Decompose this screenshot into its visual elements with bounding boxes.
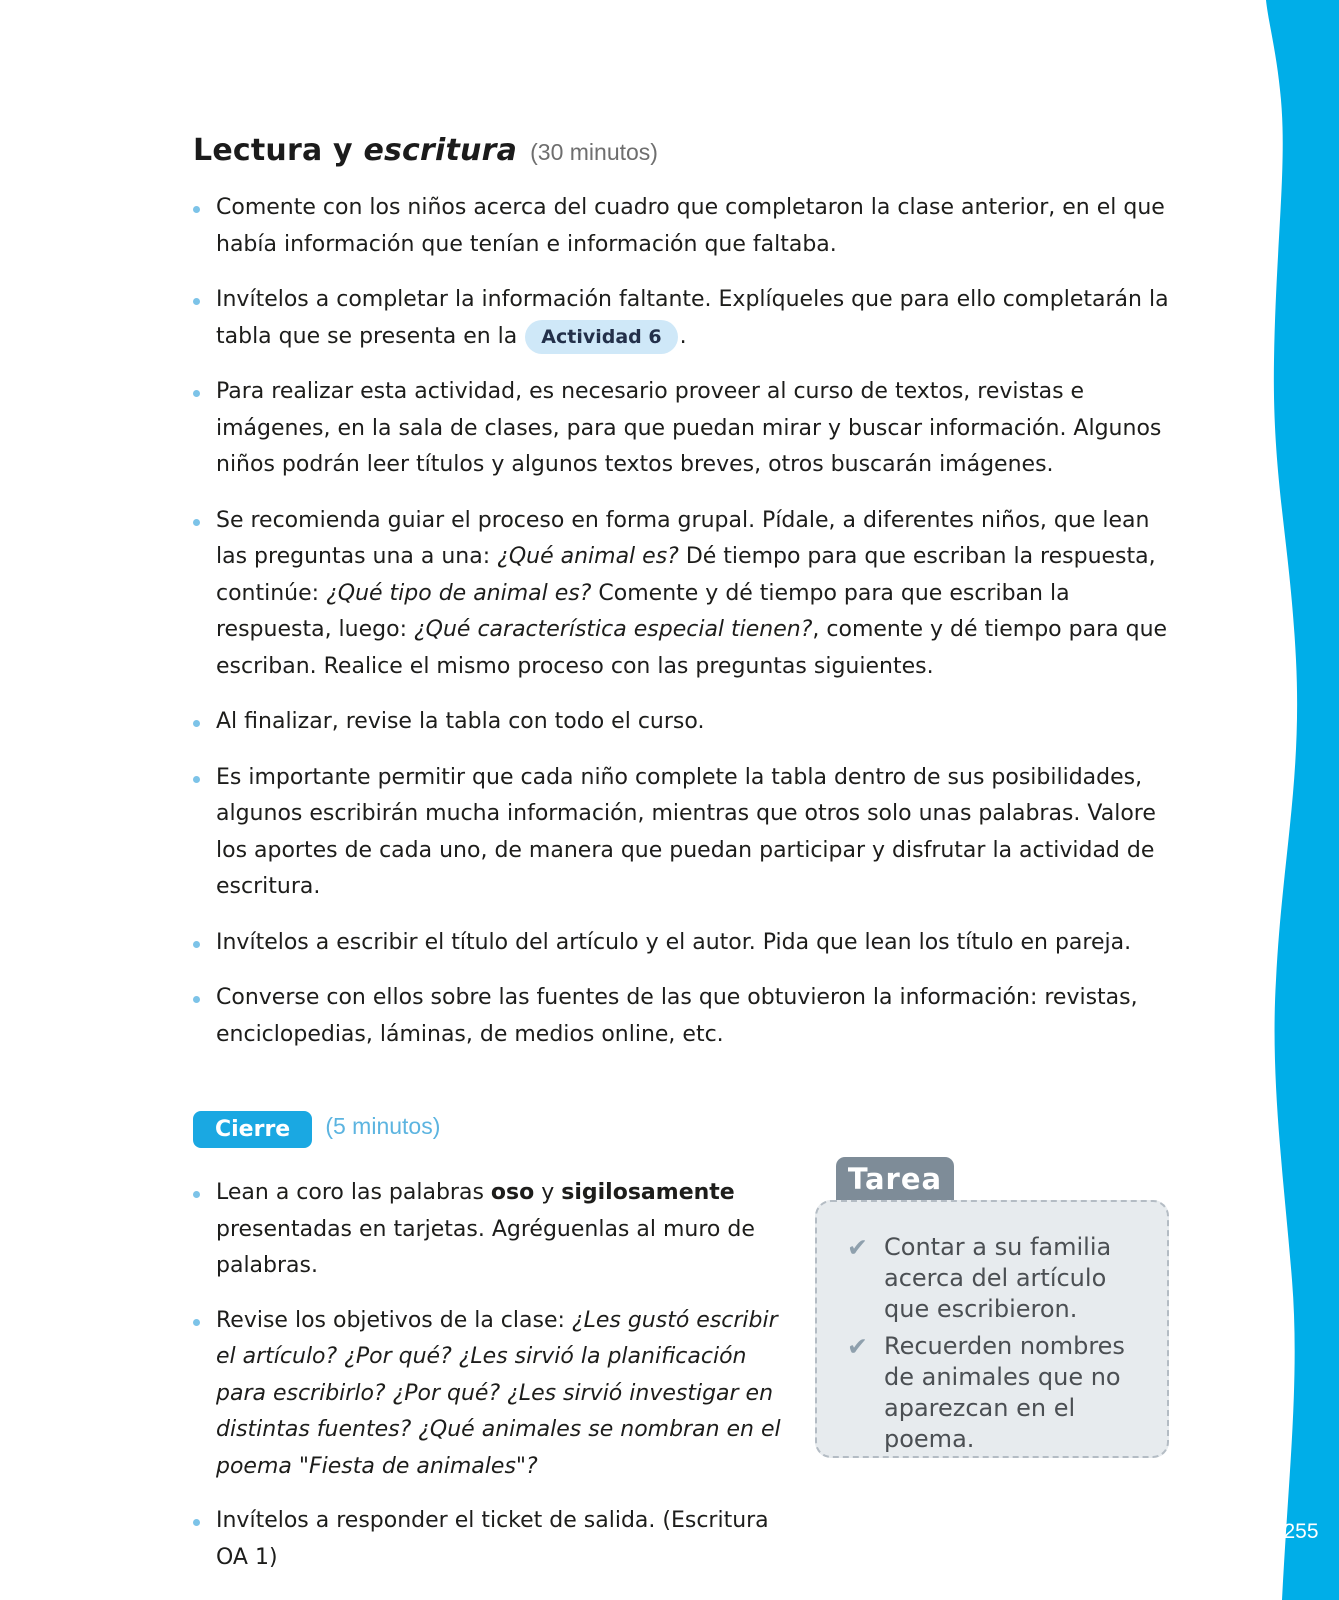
tarea-list <box>847 1232 1157 1461</box>
list-item: Invítelos a escribir el título del artículo y el autor. Pida que lean los título en pareja. <box>193 925 1173 962</box>
list-item: Para realizar esta actividad, es necesario proveer al curso de textos, revistas e imágenes, en la sala de clases, para que puedan mirar y buscar información. Algunos niños podrán leer títulos y algunos textos breves, otros buscarán imágenes. <box>193 374 1173 484</box>
bullet-dot <box>193 996 200 1003</box>
list-item: Converse con ellos sobre las fuentes de las que obtuvieron la información: revistas, enciclopedias, láminas, de medios online, etc. <box>193 980 1173 1053</box>
list-item: Comente con los niños acerca del cuadro que completaron la clase anterior, en el que había información que tenían e información que faltaba. <box>193 190 1173 263</box>
list-item: Se recomienda guiar el proceso en forma grupal. Pídale, a diferentes niños, que lean las preguntas una a una: ¿Qué animal es? Dé tiempo para que escriban la respuesta, continúe: ¿Qué tipo de animal es? Comente y dé tiempo para que escriban la respuesta, luego: ¿Qué característica especial tienen?, comente y dé tiempo para que escriban. Realice el mismo proceso con las preguntas siguientes. <box>193 503 1173 686</box>
cierre-duration: (5 minutos) <box>325 1113 441 1139</box>
bullet-dot <box>193 720 200 727</box>
bullet-dot <box>193 1319 200 1326</box>
bullet-dot <box>193 298 200 305</box>
list-item: Invítelos a completar la información faltante. Explíqueles que para ello completarán la tabla que se presenta en la Actividad 6 . <box>193 282 1173 355</box>
list-item: Es importante permitir que cada niño complete la tabla dentro de sus posibilidades, algunos escribirán mucha información, mientras que otros solo unas palabras. Valore los aportes de cada uno, de manera que puedan participar y disfrutar la actividad de escritura. <box>193 760 1173 906</box>
bullet-dot <box>193 776 200 783</box>
list-item: Revise los objetivos de la clase: ¿Les gustó escribir el artículo? ¿Por qué? ¿Les sirvió la planificación para escribirlo? ¿Por qué? ¿Les sirvió investigar en distintas fuentes? ¿Qué animales se nombran en el poema "Fiesta de animales"? <box>193 1303 803 1486</box>
tarea-tab: Tarea <box>836 1157 954 1201</box>
checkmark-icon: ✔ <box>847 1233 868 1262</box>
cierre-badge: Cierre <box>193 1111 312 1148</box>
activity-pill: Actividad 6 <box>525 320 677 354</box>
cierre-bullet-list <box>193 1175 803 1594</box>
bullet-dot <box>193 1519 200 1526</box>
tarea-item: ✔ Contar a su familia acerca del artículo que escribieron. <box>847 1233 1112 1323</box>
bullet-dot <box>193 941 200 948</box>
lectura-bullet-list <box>193 190 1173 1072</box>
list-item: Al finalizar, revise la tabla con todo el curso. <box>193 704 1173 741</box>
page-number: 255 <box>1283 1520 1319 1543</box>
checkmark-icon: ✔ <box>847 1332 868 1361</box>
tarea-item: ✔ Recuerden nombres de animales que no aparezcan en el poema. <box>847 1332 1125 1453</box>
bullet-dot <box>193 206 200 213</box>
list-item: Invítelos a responder el ticket de salida. (Escritura OA 1) <box>193 1503 803 1576</box>
list-item: Lean a coro las palabras oso y sigilosamente presentadas en tarjetas. Agréguenlas al muro de palabras. <box>193 1175 803 1285</box>
section-duration: (30 minutos) <box>530 139 658 165</box>
section-heading <box>193 133 658 168</box>
bullet-dot <box>193 390 200 397</box>
side-color-band <box>1258 0 1339 1600</box>
cierre-heading <box>193 1111 440 1148</box>
bullet-dot <box>193 1191 200 1198</box>
tarea-box <box>815 1200 1169 1458</box>
section-title: Lectura y escritura <box>193 133 518 168</box>
bullet-dot <box>193 519 200 526</box>
